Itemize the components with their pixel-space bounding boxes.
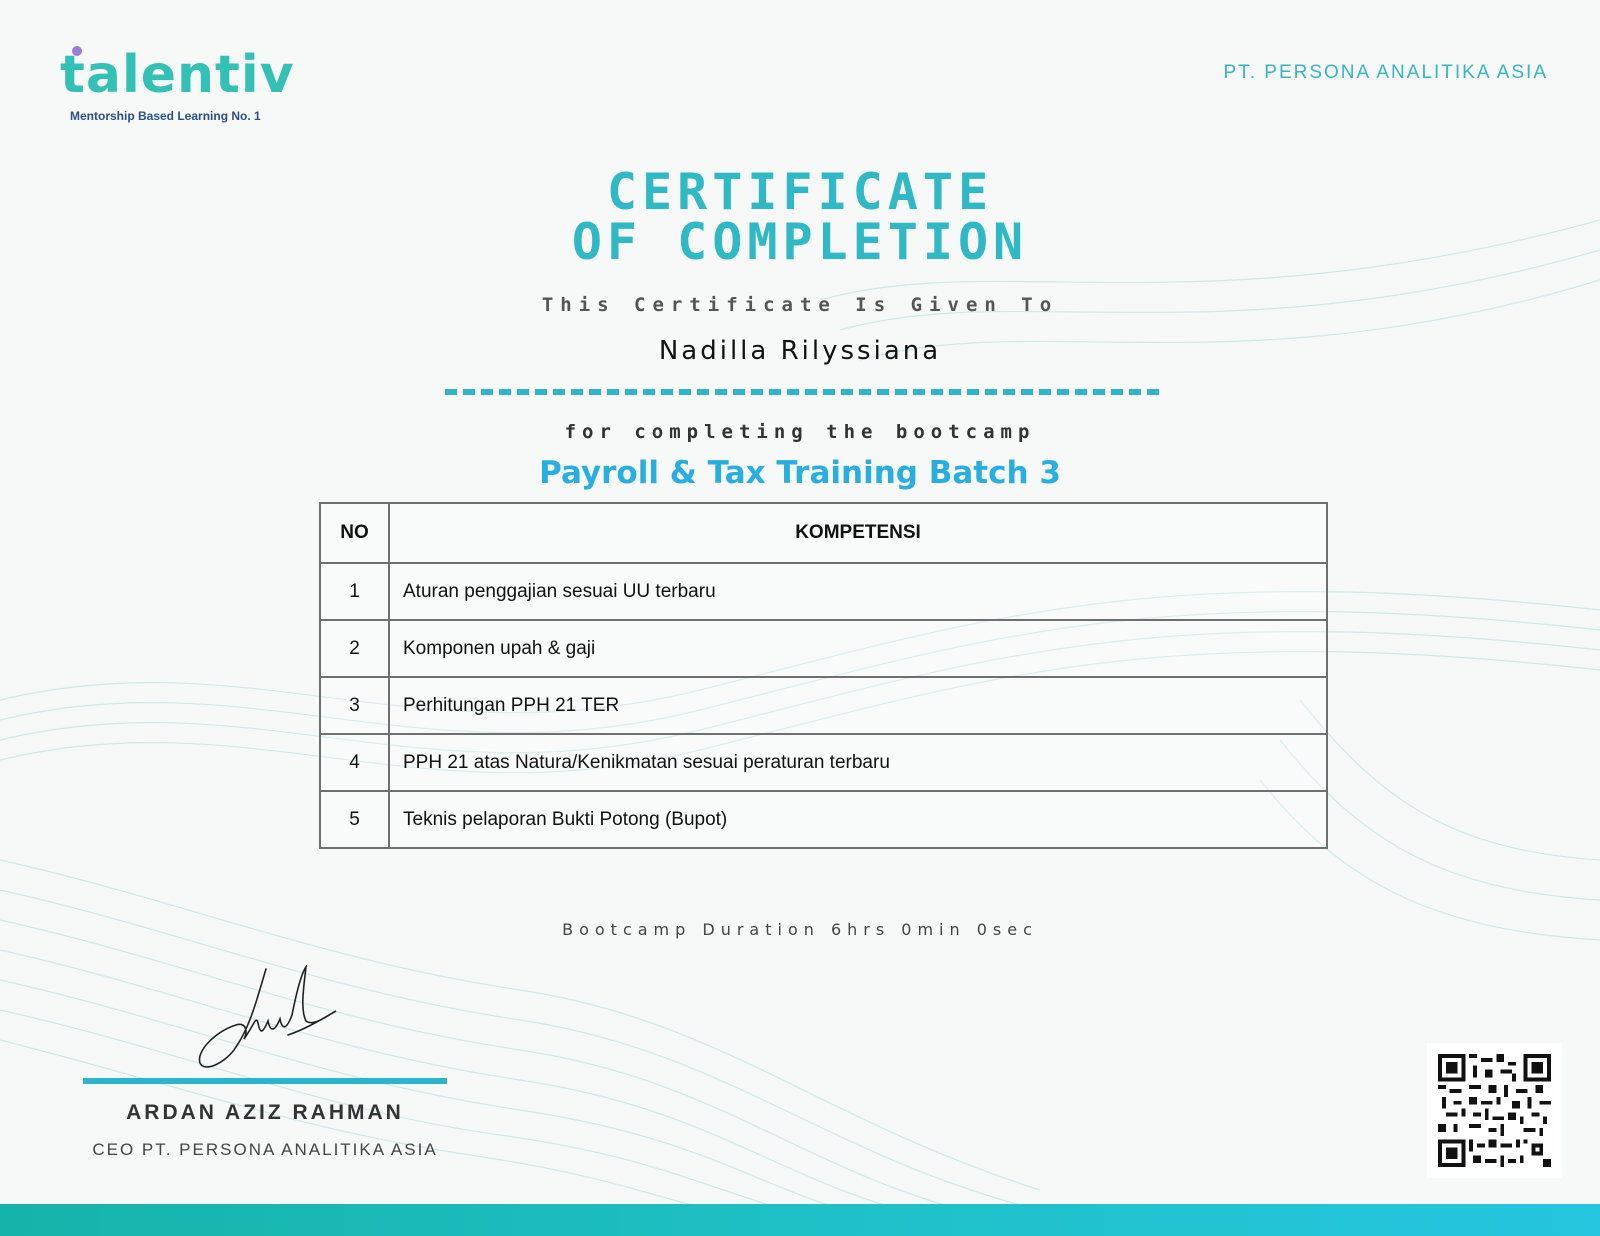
table-row [320,563,1327,620]
signatory-name: ARDAN AZIZ RAHMAN [126,1101,404,1124]
bootcamp-duration: Bootcamp Duration 6hrs 0min 0sec [562,920,1038,939]
table-row [320,677,1327,734]
row-number: 3 [320,677,389,734]
company-name: PT. PERSONA ANALITIKA ASIA [1223,62,1548,83]
row-competency: Komponen upah & gaji [389,620,1327,677]
row-number: 5 [320,791,389,848]
qr-code-icon [1438,1054,1551,1167]
table-row [320,620,1327,677]
row-competency: Aturan penggajian sesuai UU terbaru [389,563,1327,620]
name-underline [445,389,1159,395]
logo-wordmark: talentiv [60,45,295,105]
row-number: 4 [320,734,389,791]
header-no: NO [320,503,389,563]
signatory-role: CEO PT. PERSONA ANALITIKA ASIA [92,1140,438,1159]
certificate-title-line1: CERTIFICATE [606,163,994,221]
logo-tagline: Mentorship Based Learning No. 1 [70,109,261,123]
competency-table [319,502,1328,849]
table-header-row [320,503,1327,563]
row-competency: Perhitungan PPH 21 TER [389,677,1327,734]
header-kompetensi: KOMPETENSI [389,503,1327,563]
row-competency: PPH 21 atas Natura/Kenikmatan sesuai peraturan terbaru [389,734,1327,791]
row-competency: Teknis pelaporan Bukti Potong (Bupot) [389,791,1327,848]
recipient-name: Nadilla Rilyssiana [658,336,942,366]
talentiv-logo [60,44,300,134]
row-number: 2 [320,620,389,677]
bottom-accent-bar [0,1204,1600,1236]
completion-label: for completing the bootcamp [564,421,1036,443]
course-title: Payroll & Tax Training Batch 3 [539,455,1061,491]
certificate-title-line2: OF COMPLETION [571,213,1029,271]
signature-icon [196,965,356,1080]
signature-line [83,1078,447,1084]
given-to-label: This Certificate Is Given To [541,294,1059,316]
table-row [320,734,1327,791]
row-number: 1 [320,563,389,620]
qr-code[interactable] [1427,1043,1562,1178]
table-row [320,791,1327,848]
